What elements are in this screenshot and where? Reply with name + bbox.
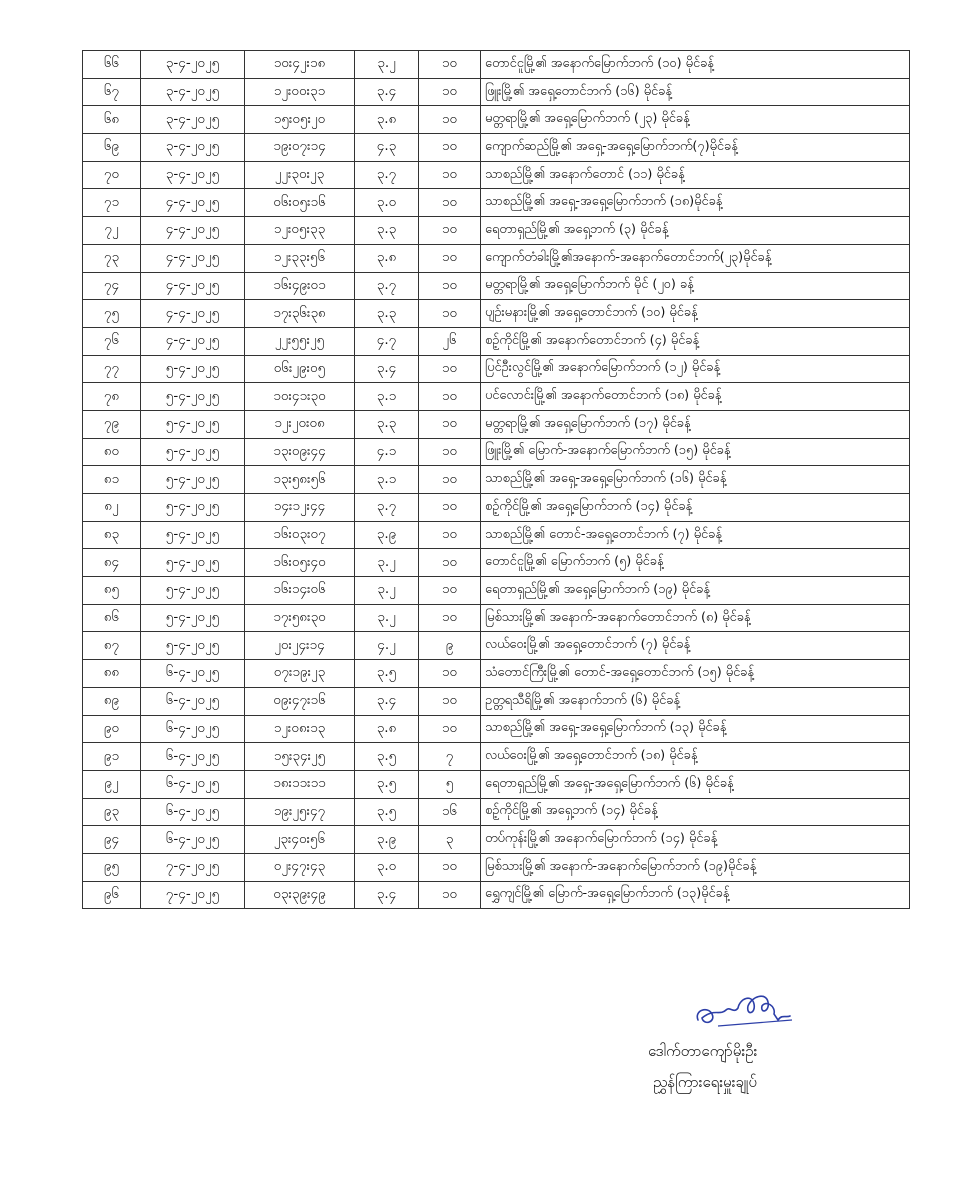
location-cell: မတ္တရာမြို့၏ အရှေ့မြောက်ဘက် မိုင် (၂၀) ခန့် (481, 272, 910, 300)
date-cell: ၅-၄-၂၀၂၅ (141, 438, 245, 466)
magnitude-cell: ၃.၀ (355, 853, 419, 881)
location-cell: စဉ့်ကိုင်မြို့၏ အရှေ့မြောက်ဘက် (၁၄) မိုင်ခန့် (481, 494, 910, 522)
location-cell: ရေတာရှည်မြို့၏ အရှေ့မြောက်ဘက် (၁၉) မိုင်ခန့် (481, 577, 910, 605)
time-cell: ၁၂း၂၀း၀၈ (245, 410, 355, 438)
signatory-name: ဒေါက်တာကျော်မိုးဦး (648, 1042, 758, 1060)
date-cell: ၅-၄-၂၀၂၅ (141, 632, 245, 660)
location-cell: လယ်ဝေးမြို့၏ အရှေ့တောင်ဘက် (၁၈) မိုင်ခန့် (481, 743, 910, 771)
date-cell: ၅-၄-၂၀၂၅ (141, 604, 245, 632)
date-cell: ၆-၄-၂၀၂၅ (141, 798, 245, 826)
magnitude-cell: ၃.၇ (355, 161, 419, 189)
time-cell: ၁၇း၃၆း၃၈ (245, 300, 355, 328)
time-cell: ၀၆း၂၉း၀၅ (245, 355, 355, 383)
table-row (83, 78, 910, 106)
magnitude-cell: ၃.၉ (355, 521, 419, 549)
magnitude-cell: ၃.၅ (355, 660, 419, 688)
table-row (83, 715, 910, 743)
depth-cell: ၁၀ (419, 51, 481, 79)
row-number-cell: ၆၇ (83, 78, 141, 106)
time-cell: ၁၂း၃၃း၅၆ (245, 244, 355, 272)
date-cell: ၅-၄-၂၀၂၅ (141, 355, 245, 383)
magnitude-cell: ၃.၉ (355, 826, 419, 854)
date-cell: ၆-၄-၂၀၂၅ (141, 687, 245, 715)
time-cell: ၂၂း၃၀း၂၃ (245, 161, 355, 189)
magnitude-cell: ၃.၂ (355, 51, 419, 79)
row-number-cell: ၉၀ (83, 715, 141, 743)
time-cell: ၁၈း၁၁း၁၁ (245, 770, 355, 798)
date-cell: ၆-၄-၂၀၂၅ (141, 743, 245, 771)
row-number-cell: ၉၃ (83, 798, 141, 826)
time-cell: ၂၀း၂၄း၁၄ (245, 632, 355, 660)
depth-cell: ၁၀ (419, 272, 481, 300)
time-cell: ၁၂း၀၈း၁၃ (245, 715, 355, 743)
depth-cell: ၁၀ (419, 660, 481, 688)
location-cell: စဉ့်ကိုင်မြို့၏ အရှေ့ဘက် (၁၄) မိုင်ခန့် (481, 798, 910, 826)
location-cell: သာစည်မြို့၏ အနောက်တောင် (၁၁) မိုင်ခန့် (481, 161, 910, 189)
row-number-cell: ၈၂ (83, 494, 141, 522)
location-cell: မတ္တရာမြို့၏ အရှေ့မြောက်ဘက် (၂၃) မိုင်ခန့် (481, 106, 910, 134)
magnitude-cell: ၃.၇ (355, 494, 419, 522)
table-row (83, 632, 910, 660)
row-number-cell: ၇၅ (83, 300, 141, 328)
location-cell: ဖြူးမြို့၏ မြောက်-အနောက်မြောက်ဘက် (၁၅) မိုင်ခန့် (481, 438, 910, 466)
date-cell: ၅-၄-၂၀၂၅ (141, 577, 245, 605)
location-cell: ဖြူးမြို့၏ အရှေ့တောင်ဘက် (၁၆) မိုင်ခန့် (481, 78, 910, 106)
table-row (83, 327, 910, 355)
magnitude-cell: ၃.၂ (355, 549, 419, 577)
depth-cell: ၁၀ (419, 577, 481, 605)
date-cell: ၆-၄-၂၀၂၅ (141, 770, 245, 798)
magnitude-cell: ၃.၄ (355, 355, 419, 383)
depth-cell: ၁၀ (419, 494, 481, 522)
table-row (83, 770, 910, 798)
row-number-cell: ၈၁ (83, 466, 141, 494)
time-cell: ၁၆း၀၃း၀၇ (245, 521, 355, 549)
depth-cell: ၁၀ (419, 881, 481, 909)
depth-cell: ၁၀ (419, 521, 481, 549)
magnitude-cell: ၃.၈ (355, 106, 419, 134)
table-row (83, 521, 910, 549)
table-row (83, 687, 910, 715)
row-number-cell: ၈၈ (83, 660, 141, 688)
row-number-cell: ၆၈ (83, 106, 141, 134)
table-row (83, 549, 910, 577)
location-cell: သာစည်မြို့၏ အရှေ့-အရှေ့မြောက်ဘက် (၁၃) မိုင်ခန့် (481, 715, 910, 743)
table-body (83, 51, 910, 909)
date-cell: ၅-၄-၂၀၂၅ (141, 549, 245, 577)
depth-cell: ၁၀ (419, 687, 481, 715)
row-number-cell: ၇၃ (83, 244, 141, 272)
depth-cell: ၁၀ (419, 410, 481, 438)
row-number-cell: ၈၆ (83, 604, 141, 632)
date-cell: ၃-၄-၂၀၂၅ (141, 134, 245, 162)
magnitude-cell: ၃.၃ (355, 410, 419, 438)
time-cell: ၁၇း၅၈း၃၀ (245, 604, 355, 632)
date-cell: ၆-၄-၂၀၂၅ (141, 826, 245, 854)
row-number-cell: ၉၆ (83, 881, 141, 909)
depth-cell: ၂၆ (419, 327, 481, 355)
row-number-cell: ၉၅ (83, 853, 141, 881)
location-cell: သံတောင်ကြီးမြို့၏ တောင်-အရှေ့တောင်ဘက် (၁၅) မိုင်ခန့် (481, 660, 910, 688)
date-cell: ၆-၄-၂၀၂၅ (141, 660, 245, 688)
magnitude-cell: ၄.၂ (355, 632, 419, 660)
magnitude-cell: ၃.၀ (355, 189, 419, 217)
time-cell: ၁၉း၂၅း၄၇ (245, 798, 355, 826)
location-cell: ရွှေကျင်မြို့၏ မြောက်-အရှေ့မြောက်ဘက် (၁၃)မိုင်ခန့် (481, 881, 910, 909)
row-number-cell: ၇၂ (83, 217, 141, 245)
magnitude-cell: ၃.၅ (355, 770, 419, 798)
magnitude-cell: ၃.၈ (355, 244, 419, 272)
depth-cell: ၅ (419, 770, 481, 798)
depth-cell: ၁၀ (419, 604, 481, 632)
row-number-cell: ၆၉ (83, 134, 141, 162)
row-number-cell: ၆၆ (83, 51, 141, 79)
table-row (83, 134, 910, 162)
depth-cell: ၁၀ (419, 244, 481, 272)
table-row (83, 660, 910, 688)
date-cell: ၇-၄-၂၀၂၅ (141, 853, 245, 881)
time-cell: ၁၄း၁၂း၄၄ (245, 494, 355, 522)
date-cell: ၆-၄-၂၀၂၅ (141, 715, 245, 743)
time-cell: ၀၂း၄၇း၄၃ (245, 853, 355, 881)
magnitude-cell: ၃.၅ (355, 743, 419, 771)
time-cell: ၁၅း၀၅း၂၀ (245, 106, 355, 134)
magnitude-cell: ၃.၃ (355, 300, 419, 328)
date-cell: ၄-၄-၂၀၂၅ (141, 327, 245, 355)
depth-cell: ၁၀ (419, 715, 481, 743)
depth-cell: ၁၀ (419, 189, 481, 217)
date-cell: ၃-၄-၂၀၂၅ (141, 51, 245, 79)
time-cell: ၀၇း၁၉း၂၃ (245, 660, 355, 688)
location-cell: ပင်လောင်းမြို့၏ အနောက်တောင်ဘက် (၁၈) မိုင်ခန့် (481, 383, 910, 411)
location-cell: သာစည်မြို့၏ အရှေ့-အရှေ့မြောက်ဘက် (၁၈)မိုင်ခန့် (481, 189, 910, 217)
location-cell: ကျောက်ဆည်မြို့၏ အရှေ့-အရှေ့မြောက်ဘက်(၇)မိုင်ခန့် (481, 134, 910, 162)
depth-cell: ၁၀ (419, 438, 481, 466)
magnitude-cell: ၃.၄ (355, 78, 419, 106)
depth-cell: ၃ (419, 826, 481, 854)
depth-cell: ၇ (419, 743, 481, 771)
location-cell: တပ်ကုန်းမြို့၏ အနောက်မြောက်ဘက် (၁၄) မိုင်ခန့် (481, 826, 910, 854)
date-cell: ၅-၄-၂၀၂၅ (141, 466, 245, 494)
table-row (83, 410, 910, 438)
row-number-cell: ၉၄ (83, 826, 141, 854)
time-cell: ၁၆း၀၅း၄၀ (245, 549, 355, 577)
date-cell: ၅-၄-၂၀၂၅ (141, 494, 245, 522)
depth-cell: ၁၀ (419, 134, 481, 162)
location-cell: ဥတ္တရသီရိမြို့၏ အနောက်ဘက် (၆) မိုင်ခန့် (481, 687, 910, 715)
row-number-cell: ၈၄ (83, 549, 141, 577)
table-row (83, 881, 910, 909)
date-cell: ၇-၄-၂၀၂၅ (141, 881, 245, 909)
location-cell: ပျဉ်းမနားမြို့၏ အရှေ့တောင်ဘက် (၁၀) မိုင်ခန့် (481, 300, 910, 328)
time-cell: ၁၉း၀၇း၁၄ (245, 134, 355, 162)
magnitude-cell: ၃.၁ (355, 383, 419, 411)
table-row (83, 577, 910, 605)
location-cell: ရေတာရှည်မြို့၏ အရှေ့-အရှေ့မြောက်ဘက် (၆) မိုင်ခန့် (481, 770, 910, 798)
time-cell: ၀၆း၀၅း၁၆ (245, 189, 355, 217)
date-cell: ၄-၄-၂၀၂၅ (141, 244, 245, 272)
depth-cell: ၁၀ (419, 217, 481, 245)
magnitude-cell: ၃.၂ (355, 604, 419, 632)
location-cell: စဉ့်ကိုင်မြို့၏ အနောက်တောင်ဘက် (၄) မိုင်ခန့် (481, 327, 910, 355)
row-number-cell: ၇၄ (83, 272, 141, 300)
magnitude-cell: ၄.၇ (355, 327, 419, 355)
depth-cell: ၁၀ (419, 78, 481, 106)
time-cell: ၁၀း၄၂း၁၈ (245, 51, 355, 79)
date-cell: ၄-၄-၂၀၂၅ (141, 272, 245, 300)
location-cell: မတ္တရာမြို့၏ အရှေ့မြောက်ဘက် (၁၇) မိုင်ခန့် (481, 410, 910, 438)
depth-cell: ၉ (419, 632, 481, 660)
location-cell: သာစည်မြို့၏ တောင်-အရှေ့တောင်ဘက် (၇) မိုင်ခန့် (481, 521, 910, 549)
table-row (83, 743, 910, 771)
magnitude-cell: ၃.၄ (355, 687, 419, 715)
time-cell: ၁၂း၀၅း၃၃ (245, 217, 355, 245)
table-row (83, 355, 910, 383)
row-number-cell: ၇၈ (83, 383, 141, 411)
magnitude-cell: ၃.၃ (355, 217, 419, 245)
row-number-cell: ၇၉ (83, 410, 141, 438)
row-number-cell: ၉၁ (83, 743, 141, 771)
location-cell: ကျောက်တံခါးမြို့၏အနောက်-အနောက်တောင်ဘက်(၂၃)မိုင်ခန့် (481, 244, 910, 272)
location-cell: တောင်ငူမြို့၏ အနောက်မြောက်ဘက် (၁၀) မိုင်ခန့် (481, 51, 910, 79)
table-row (83, 604, 910, 632)
depth-cell: ၁၀ (419, 383, 481, 411)
table-row (83, 853, 910, 881)
time-cell: ၁၂း၀၀း၃၁ (245, 78, 355, 106)
date-cell: ၄-၄-၂၀၂၅ (141, 189, 245, 217)
depth-cell: ၁၀ (419, 549, 481, 577)
depth-cell: ၁၀ (419, 355, 481, 383)
signatory-title: ညွှန်ကြားရေးမှူးချုပ် (653, 1073, 757, 1091)
time-cell: ၁၀း၄၁း၃၀ (245, 383, 355, 411)
signature-image (690, 980, 800, 1040)
date-cell: ၃-၄-၂၀၂၅ (141, 106, 245, 134)
magnitude-cell: ၄.၁ (355, 438, 419, 466)
location-cell: ပြင်ဦးလွင်မြို့၏ အနောက်မြောက်ဘက် (၁၂) မိုင်ခန့် (481, 355, 910, 383)
location-cell: သာစည်မြို့၏ အရှေ့-အရှေ့မြောက်ဘက် (၁၆) မိုင်ခန့် (481, 466, 910, 494)
table-row (83, 272, 910, 300)
time-cell: ၁၆း၁၄း၀၆ (245, 577, 355, 605)
table-row (83, 51, 910, 79)
date-cell: ၄-၄-၂၀၂၅ (141, 217, 245, 245)
depth-cell: ၁၀ (419, 466, 481, 494)
date-cell: ၃-၄-၂၀၂၅ (141, 78, 245, 106)
table-row (83, 383, 910, 411)
location-cell: တောင်ငူမြို့၏ မြောက်ဘက် (၅) မိုင်ခန့် (481, 549, 910, 577)
table-row (83, 217, 910, 245)
time-cell: ၁၃း၅၈း၅၆ (245, 466, 355, 494)
row-number-cell: ၈၇ (83, 632, 141, 660)
table-row (83, 189, 910, 217)
row-number-cell: ၈၉ (83, 687, 141, 715)
table-row (83, 438, 910, 466)
magnitude-cell: ၄.၃ (355, 134, 419, 162)
magnitude-cell: ၃.၄ (355, 881, 419, 909)
magnitude-cell: ၃.၁ (355, 466, 419, 494)
earthquake-table (82, 50, 910, 909)
magnitude-cell: ၃.၈ (355, 715, 419, 743)
row-number-cell: ၈၅ (83, 577, 141, 605)
row-number-cell: ၇၁ (83, 189, 141, 217)
date-cell: ၅-၄-၂၀၂၅ (141, 521, 245, 549)
table-row (83, 106, 910, 134)
depth-cell: ၁၀ (419, 853, 481, 881)
row-number-cell: ၇၆ (83, 327, 141, 355)
row-number-cell: ၇၀ (83, 161, 141, 189)
magnitude-cell: ၃.၂ (355, 577, 419, 605)
row-number-cell: ၇၇ (83, 355, 141, 383)
time-cell: ၁၆း၄၉း၀၁ (245, 272, 355, 300)
table-row (83, 798, 910, 826)
location-cell: လယ်ဝေးမြို့၏ အရှေ့တောင်ဘက် (၇) မိုင်ခန့် (481, 632, 910, 660)
depth-cell: ၁၀ (419, 161, 481, 189)
depth-cell: ၁၀ (419, 300, 481, 328)
date-cell: ၅-၄-၂၀၂၅ (141, 383, 245, 411)
time-cell: ၀၃း၃၉း၄၉ (245, 881, 355, 909)
table-row (83, 494, 910, 522)
location-cell: မြစ်သားမြို့၏ အနောက်-အနောက်တောင်ဘက် (၈) မိုင်ခန့် (481, 604, 910, 632)
date-cell: ၃-၄-၂၀၂၅ (141, 161, 245, 189)
time-cell: ၁၅း၃၄း၂၅ (245, 743, 355, 771)
magnitude-cell: ၃.၅ (355, 798, 419, 826)
table-row (83, 244, 910, 272)
date-cell: ၅-၄-၂၀၂၅ (141, 410, 245, 438)
table-row (83, 161, 910, 189)
row-number-cell: ၈၀ (83, 438, 141, 466)
location-cell: မြစ်သားမြို့၏ အနောက်-အနောက်မြောက်ဘက် (၁၉)မိုင်ခန့် (481, 853, 910, 881)
table-row (83, 300, 910, 328)
location-cell: ရေတာရှည်မြို့၏ အရှေ့ဘက် (၃) မိုင်ခန့် (481, 217, 910, 245)
depth-cell: ၁၆ (419, 798, 481, 826)
table-row (83, 826, 910, 854)
time-cell: ၁၃း၀၉း၄၄ (245, 438, 355, 466)
row-number-cell: ၉၂ (83, 770, 141, 798)
time-cell: ၂၂း၅၅း၂၅ (245, 327, 355, 355)
time-cell: ၀၉း၄၇း၁၆ (245, 687, 355, 715)
magnitude-cell: ၃.၇ (355, 272, 419, 300)
row-number-cell: ၈၃ (83, 521, 141, 549)
depth-cell: ၁၀ (419, 106, 481, 134)
time-cell: ၂၃း၄၀း၅၆ (245, 826, 355, 854)
table-row (83, 466, 910, 494)
date-cell: ၄-၄-၂၀၂၅ (141, 300, 245, 328)
